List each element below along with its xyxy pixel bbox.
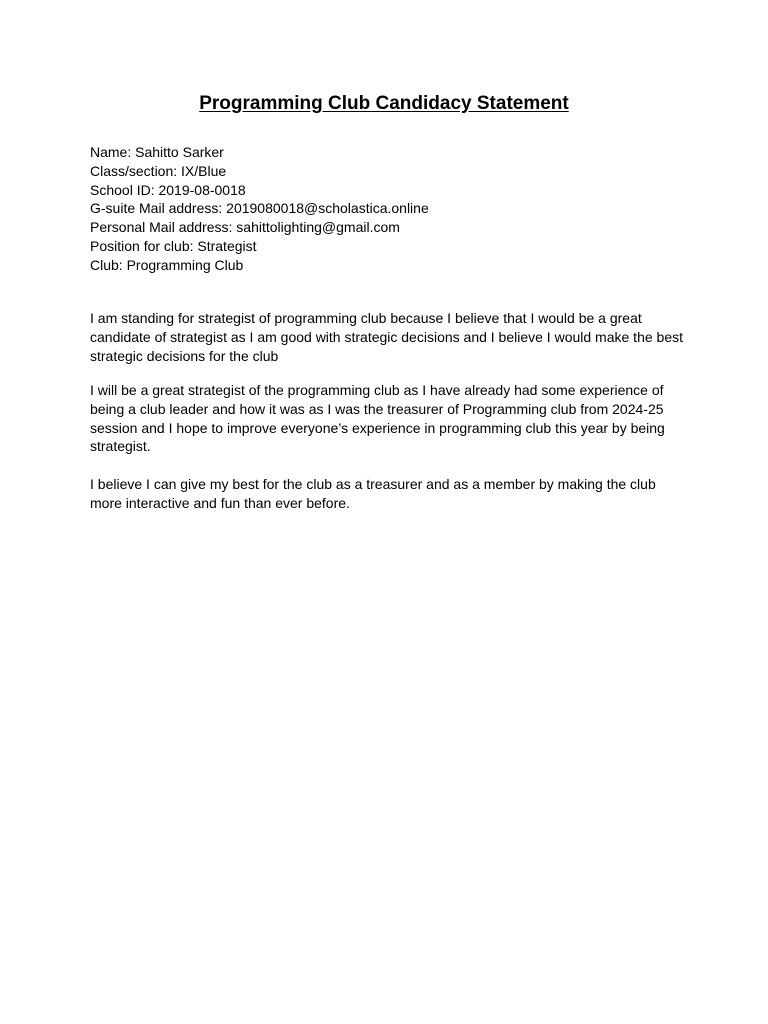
info-line-gsuite-mail: G-suite Mail address: 2019080018@scholastica.online	[90, 200, 429, 217]
info-line-position: Position for club: Strategist	[90, 237, 257, 254]
info-line-school-id: School ID: 2019-08-0018	[90, 181, 246, 198]
candidate-info-block	[90, 143, 690, 275]
statement-paragraph-3: I believe I can give my best for the club as a treasurer and as a member by making the club more interactive and fun than ever before.	[90, 476, 656, 511]
info-line-name: Name: Sahitto Sarker	[90, 144, 224, 160]
statement-paragraph-2: I will be a great strategist of the programming club as I have already had some experience of being a club leader and how it was as I was the treasurer of Programming club from 2024-25 session and I hope to improve everyone’s experience in programming club this year by being strategist.	[90, 382, 665, 455]
statement-paragraph-1: I am standing for strategist of programming club because I believe that I would be a great candidate of strategist as I am good with strategic decisions and I believe I would make the best strategic decisions for the club	[90, 310, 683, 364]
info-line-class-section: Class/section: IX/Blue	[90, 162, 227, 179]
info-line-club: Club: Programming Club	[90, 256, 244, 273]
page-title: Programming Club Candidacy Statement	[199, 93, 569, 114]
info-line-personal-mail: Personal Mail address: sahittolighting@gmail.com	[90, 219, 400, 236]
